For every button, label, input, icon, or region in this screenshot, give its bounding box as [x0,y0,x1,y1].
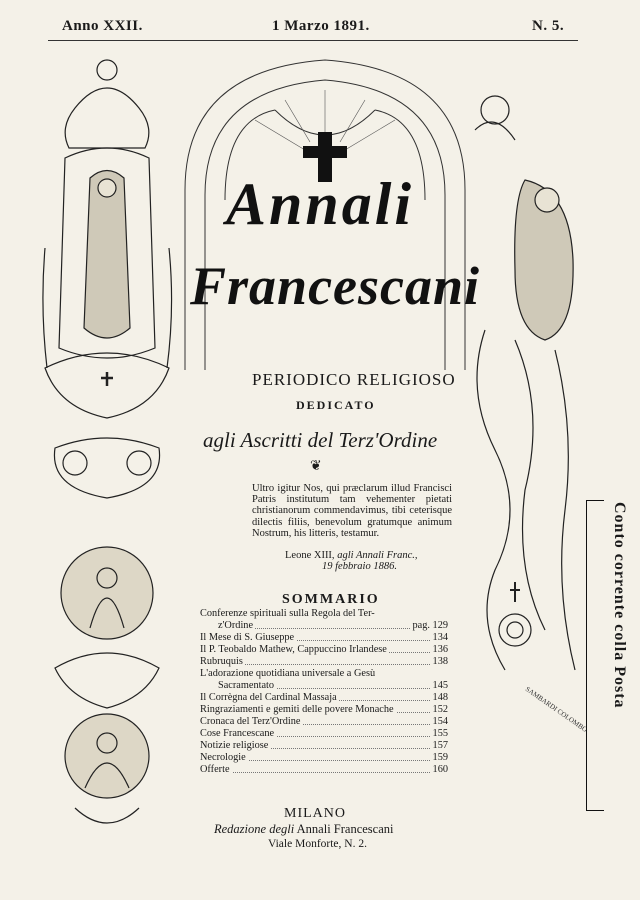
sommario-heading: SOMMARIO [282,592,380,607]
header-rule [48,40,578,41]
fleuron-icon: ❦ [310,459,322,474]
redazione-name: Annali Francescani [296,822,394,836]
quote-author: Leone XIII, [285,550,335,561]
engraver-signature: SAMBARDI COLOMBO [523,685,589,734]
quote-attribution [285,550,418,561]
title-line-1: Annali [225,171,415,237]
editorial-office [214,822,393,837]
volume-label: Anno XXII. [62,18,143,34]
issue-number: N. 5. [532,18,565,34]
toc-row: z'Ordine pag. 129 [200,620,448,632]
issue-date: 1 Marzo 1891. [272,18,370,34]
toc-row: Notizie religiose 157 [200,740,448,751]
side-bracket [586,500,587,810]
side-bracket-bottom [586,810,604,811]
toc-row: L'adorazione quotidiana universale a Gesù [200,668,376,679]
toc-row: Cose Francescane 155 [200,728,448,739]
toc-row: Il P. Teobaldo Mathew, Cappuccino Irlandese 136 [200,644,448,655]
toc-row: Cronaca del Terz'Ordine 154 [200,716,448,727]
left-ornament-illustration [35,48,180,838]
quote-date: 19 febbraio 1886. [322,561,397,572]
toc-row: Rubruquis 138 [200,656,448,667]
toc-row: Conferenze spirituali sulla Regola del Ter- [200,608,375,619]
subtitle: PERIODICO RELIGIOSO [252,370,456,389]
postal-account-label: Conto corrente colla Posta [611,502,628,709]
address: Viale Monforte, N. 2. [268,838,367,850]
toc-row: Il Corrègna del Cardinal Massaja 148 [200,692,448,703]
title-line-2: Francescani [190,256,481,316]
latin-quote [252,483,452,539]
toc-row: Il Mese di S. Giuseppe 134 [200,632,448,643]
dedication-line: agli Ascritti del Terz'Ordine [203,428,438,452]
side-bracket-top [586,500,604,501]
quote-text: Ultro igitur Nos, qui præclarum illud Francisci Patris institutum tam vehementer pietati christianorum commendavimus, tibi ceterisque dilectis filiis, benevolum gratumque animum Nostrum, his litteris, testamur. [252,483,452,539]
toc-row: Ringraziamenti e gemiti delle povere Monache 152 [200,704,448,715]
toc-row: Necrologie 159 [200,752,448,763]
toc-row: Sacramentato 145 [200,680,448,692]
right-ornament-illustration [455,70,590,770]
table-of-contents [200,608,448,776]
publication-city: MILANO [284,806,346,821]
dedicato-label: DEDICATO [296,398,376,412]
redazione-prefix: Redazione degli [214,822,295,836]
toc-row: Offerte 160 [200,764,448,775]
quote-source: agli Annali Franc., [337,550,418,561]
